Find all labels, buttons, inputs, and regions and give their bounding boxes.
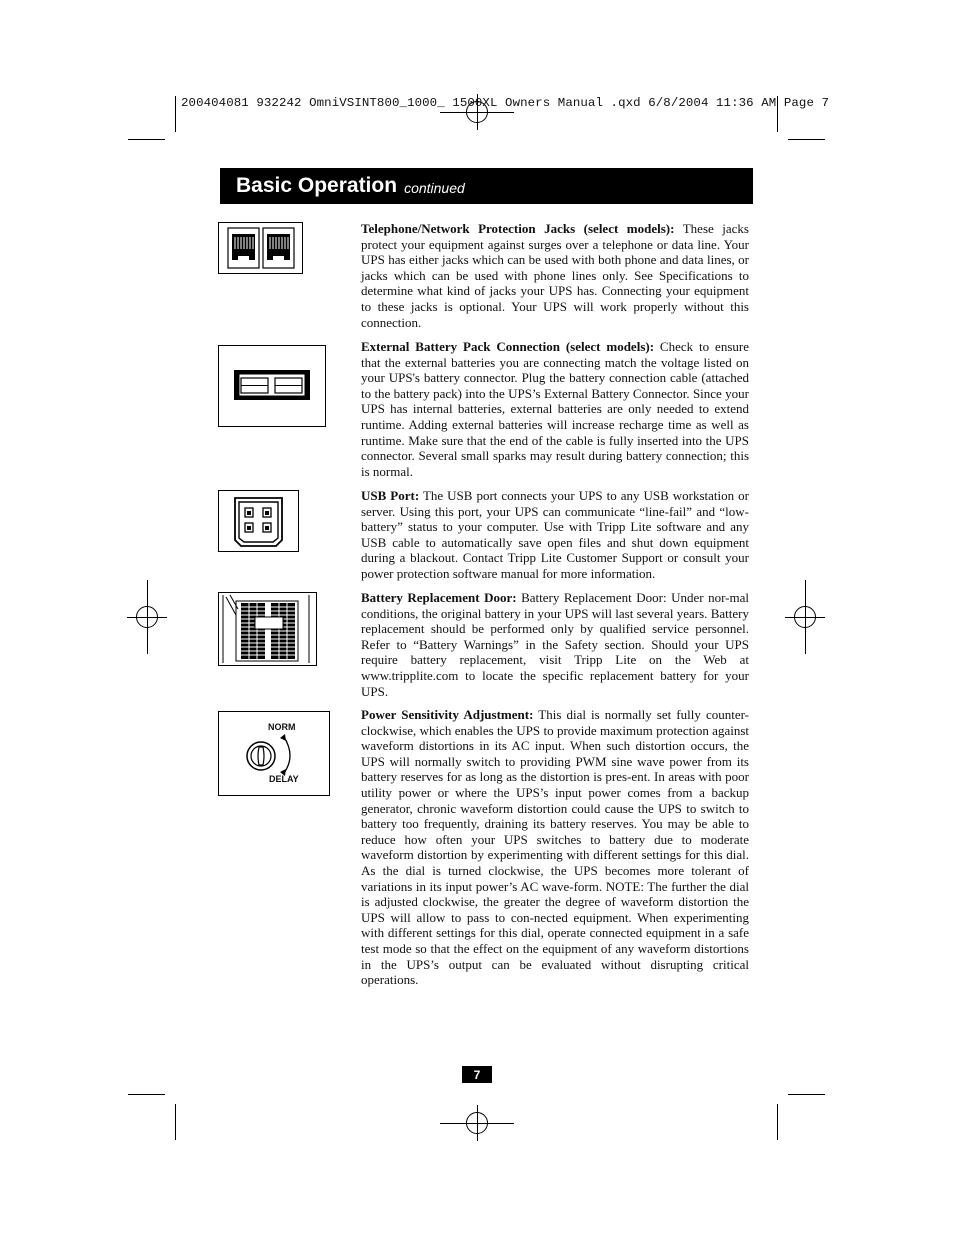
crop-mark <box>128 1094 165 1095</box>
crop-mark <box>128 139 165 140</box>
usb-port-figure <box>218 490 299 552</box>
section-body: Check to ensure that the external batteries you are connecting match the voltage listed on your UPS's battery connector. Plug the battery connection cable (attached to the battery pack) into the UPS’s External Battery Connector. Since your UPS has internal batteries, external batteries are only needed to extend runtime. Adding external batteries will increase recharge time as well as runtime. Make sure that the end of the cable is fully inserted into the UPS connector. Several small sparks may result during battery connection; this is normal. <box>361 339 749 479</box>
dial-label-norm: NORM <box>268 722 296 732</box>
crop-mark <box>175 96 176 132</box>
section-body: This dial is normally set fully counter-clockwise, which enables the UPS to provide maximum protection against waveform distortions in its AC input. When such distortion occurs, the UPS will normally switch to providing PWM sine wave power from its battery reserves for as long as the distortion is pres-ent. In areas with poor utility power or where the UPS’s input power comes from a backup generator, chronic waveform distortion could cause the UPS to switch to battery too frequently, draining its battery reserves. You may be able to reduce how often your UPS switches to battery due to moderate waveform distortion by experimenting with different settings for this dial. As the dial is turned clockwise, the UPS becomes more tolerant of variations in its input power’s AC wave-form. NOTE: The further the dial is adjusted clockwise, the greater the degree of waveform distortion the UPS will allow to pass to con-nected equipment. When experimenting with different settings for this dial, operate connected equipment in a safe test mode so that the effect on the equipment of any waveform distortions in the UPS’s output can be evaluated without disrupting critical operations. <box>361 707 749 988</box>
crop-mark <box>175 1104 176 1140</box>
sensitivity-dial-figure <box>218 711 330 796</box>
crop-mark <box>805 580 806 654</box>
section-body: Battery Replacement Door: Under nor-mal conditions, the original battery in your UPS will last several years. Battery replacement should be performed only by qualified service personnel. Refer to “Battery Warnings” in the Safety section. Should your UPS require battery replacement, visit Tripp Lite on the Web at www.tripplite.com to locate the specific replacement battery for your UPS. <box>361 590 749 699</box>
crop-mark <box>477 1105 478 1141</box>
crop-mark <box>788 139 825 140</box>
page-number: 7 <box>462 1066 492 1083</box>
dial-icon <box>219 712 329 795</box>
section-title: External Battery Pack Connection (select models): <box>361 339 655 354</box>
section-external-battery <box>361 339 749 479</box>
crop-mark <box>147 580 148 654</box>
section-body: The USB port connects your UPS to any USB workstation or server. Using this port, your UPS can communicate “line-fail” and “low-battery” status to your computer. Use with Tripp Lite software and any USB cable to automatically save open files and shut down equipment during a blackout. Contact Tripp Lite Customer Support or consult your power protection software manual for more information. <box>361 488 749 581</box>
crop-mark <box>777 1104 778 1140</box>
section-phone-jacks <box>361 221 749 330</box>
section-usb-port <box>361 488 749 582</box>
phone-jacks-figure <box>218 222 303 274</box>
section-body: These jacks protect your equipment against surges over a telephone or data line. Your UPS has either jacks which can be used with both phone and data lines, or jacks which can be used with phone lines only. See Specifications to determine what kind of jacks your UPS has. Connecting your equipment to these jacks is optional. Your UPS will work properly without this connection. <box>361 221 749 330</box>
section-battery-door <box>361 590 749 699</box>
dial-label-delay: DELAY <box>269 774 299 784</box>
section-title: Telephone/Network Protection Jacks (select models): <box>361 221 675 236</box>
section-header <box>220 168 753 204</box>
battery-connector-icon <box>219 346 325 426</box>
crop-mark <box>788 1094 825 1095</box>
page-subtitle: continued <box>404 179 465 196</box>
section-title: USB Port: <box>361 488 420 503</box>
section-title: Battery Replacement Door: <box>361 590 517 605</box>
print-slug: 200404081 932242 OmniVSINT800_1000_ 1500XL Owners Manual .qxd 6/8/2004 11:36 AM Page 7 <box>181 96 830 110</box>
section-title: Power Sensitivity Adjustment: <box>361 707 534 722</box>
usb-port-icon <box>219 491 298 551</box>
page-title: Basic Operation <box>236 174 398 197</box>
battery-door-icon <box>219 593 316 665</box>
battery-door-figure <box>218 592 317 666</box>
battery-connector-figure <box>218 345 326 427</box>
section-power-sensitivity <box>361 707 749 988</box>
rj-jack-icon <box>219 223 302 273</box>
